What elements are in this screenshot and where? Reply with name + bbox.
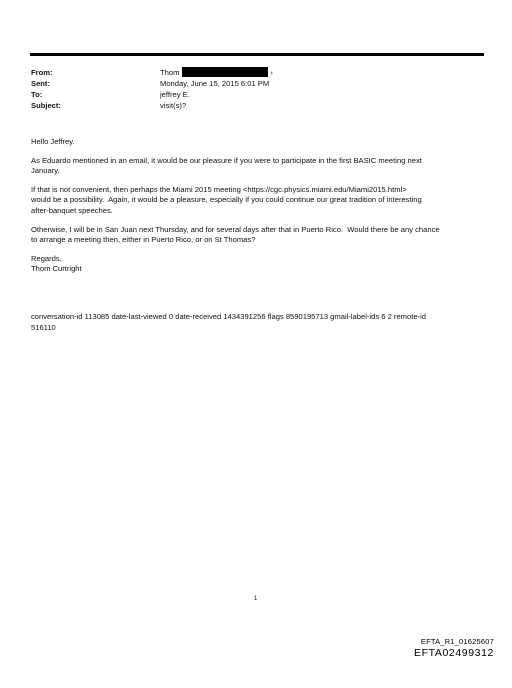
subject-value: visit(s)? <box>160 101 187 110</box>
to-value: jeffrey E. <box>160 90 190 99</box>
to-row <box>31 89 481 100</box>
redaction-block <box>182 67 268 77</box>
body-paragraph: As Eduardo mentioned in an email, it would be our pleasure if you were to participate in the first BASIC meeting next January. <box>31 155 422 176</box>
sent-value: Monday, June 15, 2015 6:01 PM <box>160 79 270 88</box>
greeting: Hello Jeffrey. <box>31 137 75 146</box>
to-label: To: <box>31 90 43 99</box>
sent-row <box>31 78 481 89</box>
page-number: 1 <box>254 596 258 602</box>
from-row <box>31 67 481 78</box>
from-value <box>160 67 273 78</box>
stamp-line-2: EFTA02499312 <box>414 647 494 659</box>
header-rule <box>30 53 484 56</box>
bates-stamp <box>414 637 494 659</box>
email-body <box>31 137 481 333</box>
message-metadata: conversation-id 113085 date-last-viewed 0 date-received 1434391256 flags 8590195713 gmail-label-ids 6 2 remote-id 516110 <box>31 311 426 332</box>
subject-label: Subject: <box>31 101 61 110</box>
closing-signature: Regards, Thom Curtright <box>31 253 82 274</box>
sender-name: Thom <box>160 68 180 77</box>
stamp-line-1: EFTA_R1_01625607 <box>420 637 494 646</box>
from-trailing: › <box>270 68 273 77</box>
sent-label: Sent: <box>31 79 50 88</box>
body-paragraph: If that is not convenient, then perhaps the Miami 2015 meeting <https://cgc.physics.miami.edu/Miami2015.html> would be a possibility. Again, it would be a pleasure, especially if you could continue our great tradition of interesting after-banquet speeches. <box>31 184 422 215</box>
email-header <box>31 67 481 111</box>
subject-row <box>31 100 481 111</box>
body-paragraph: Otherwise, I will be in San Juan next Thursday, and for several days after that in Puerto Rico. Would there be any chance to arrange a meeting then, either in Puerto Rico, or on St Thomas? <box>31 224 440 245</box>
from-label: From: <box>31 68 53 77</box>
